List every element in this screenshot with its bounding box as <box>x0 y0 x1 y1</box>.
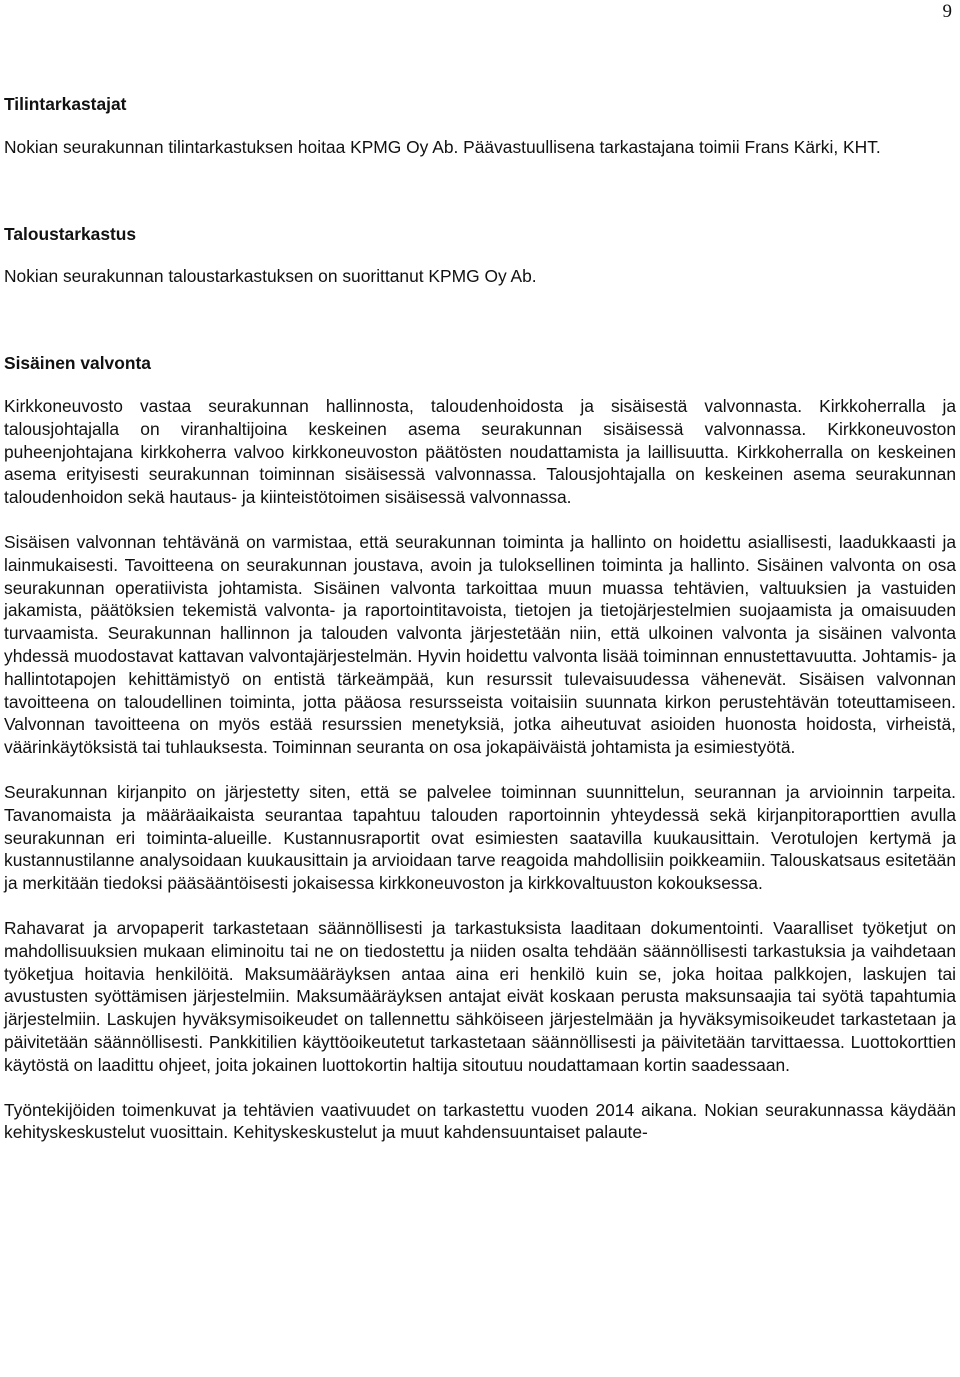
paragraph: Rahavarat ja arvopaperit tarkastetaan säännöllisesti ja tarkastuksista laaditaan dokumentointi. Vaaralliset työketjut on mahdollisuuksien mukaan eliminoitu tai ne on tiedostettu ja niiden osalta tehdään säännöllisesti tarkastuksia ja vaihdetaan työketjua hoitavia henkilöitä. Maksumääräyksen antaa aina eri henkilö kuin se, joka hoitaa palkkojen, laskujen tai avustusten syöttämisen järjestelmiin. Maksumääräyksen antajat eivät koskaan perusta maksunsaajia tai syötä tapahtumia järjestelmiin. Laskujen hyväksymisoikeudet on tallennettu sähköiseen järjestelmään ja hyväksymisoikeudet tarkastetaan ja päivitetään säännöllisesti. Pankkitilien käyttöoikeutetut tarkastetaan säännöllisesti ja päivitetään tarvittaessa. Luottokorttien käytöstä on laadittu ohjeet, joita jokainen luottokortin haltija sitoutuu noudattamaan kortin saadessaan. <box>4 917 956 1075</box>
paragraph: Nokian seurakunnan tilintarkastuksen hoitaa KPMG Oy Ab. Päävastuullisena tarkastajana toimii Frans Kärki, KHT. <box>4 136 881 157</box>
paragraph: Sisäisen valvonnan tehtävänä on varmistaa, että seurakunnan toiminta ja hallinto on hoidettu asiallisesti, laadukkaasti ja lainmukaisesti. Tavoitteena on seurakunnan joustava, avoin ja tuloksellinen toiminta ja hallinto. Sisäinen valvonta on osa seurakunnan operatiivista johtamista. Sisäinen valvonta tarkoittaa muun muassa tehtävien, valtuuksien ja vastuiden jakamista, päätöksien tekemistä valvonta- ja raportointitavoista, tietojen ja tietojärjestelmien suojaamista ja omaisuuden turvaamista. Seurakunnan hallinnon ja talouden valvonta järjestetään niin, että ulkoinen valvonta ja sisäinen valvonta yhdessä muodostavat kattavan valvontajärjestelmän. Hyvin hoidettu valvonta lisää toiminnan ennustettavuutta. Johtamis- ja hallintotapojen kehittämistyö on entistä tärkeämpää, kun resurssit tulevaisuudessa vähenevät. Sisäisen valvonnan tavoitteena on taloudellinen toiminta, jotta pääosa resursseista voitaisiin suunnata kirkon perustehtävän toteuttamiseen. Valvonnan tavoitteena on myös estää resurssien menetyksiä, jotka aiheutuvat asioiden huonosta hoidosta, virheistä, väärinkäytöksistä tai tuhlauksesta. Toiminnan seuranta on osa jokapäiväistä johtamista ja esimiestyötä. <box>4 531 956 758</box>
paragraph: Seurakunnan kirjanpito on järjestetty siten, että se palvelee toiminnan suunnittelun, seurannan ja arvioinnin tarpeita. Tavanomaista ja määräaikaista seurantaa tapahtuu talouden raportoinnin yhteydessä sekä kirjanpitoraporttien avulla seurakunnan eri toiminta-alueille. Kustannusraportit ovat esimiesten saatavilla kuukausittain. Verotulojen kertymä ja kustannustilanne analysoidaan kuukausittain ja arvioidaan tarve reagoida mahdollisiin poikkeamiin. Talouskatsaus esitetään ja merkitään tiedoksi pääsääntöisesti jokaisessa kirkkoneuvoston ja kirkkovaltuuston kokouksessa. <box>4 781 956 894</box>
section-heading: Tilintarkastajat <box>4 94 127 114</box>
section-taloustarkastus <box>4 223 956 289</box>
page-number: 9 <box>942 1 952 22</box>
paragraph: Nokian seurakunnan taloustarkastuksen on suorittanut KPMG Oy Ab. <box>4 266 537 287</box>
section-tilintarkastajat <box>4 93 956 159</box>
section-sisainen-valvonta <box>4 352 956 1144</box>
paragraph: Työntekijöiden toimenkuvat ja tehtävien vaativuudet on tarkastettu vuoden 2014 aikana. Nokian seurakunnassa käydään kehityskeskustelut vuosittain. Kehityskeskustelut ja muut kahdensuuntaiset palaute- <box>4 1099 956 1143</box>
section-heading: Sisäinen valvonta <box>4 353 151 374</box>
paragraph: Kirkkoneuvosto vastaa seurakunnan hallinnosta, taloudenhoidosta ja sisäisestä valvonnasta. Kirkkoherralla ja talousjohtajalla on viranhaltijoina keskeinen asema seurakunnan sisäisessä valvonnassa. Kirkkoneuvoston puheenjohtajana kirkkoherra valvoo kirkkoneuvoston päätösten noudattamista ja laillisuutta. Kirkkoherralla on keskeinen asema erityisesti seurakunnan toiminnan sisäisessä valvonnassa. Talousjohtajalla on keskeinen asema seurakunnan taloudenhoidon sekä hautaus- ja kiinteistötoimen sisäisessä valvonnassa. <box>4 395 956 508</box>
section-heading: Taloustarkastus <box>4 223 137 244</box>
document-body <box>4 93 956 1144</box>
